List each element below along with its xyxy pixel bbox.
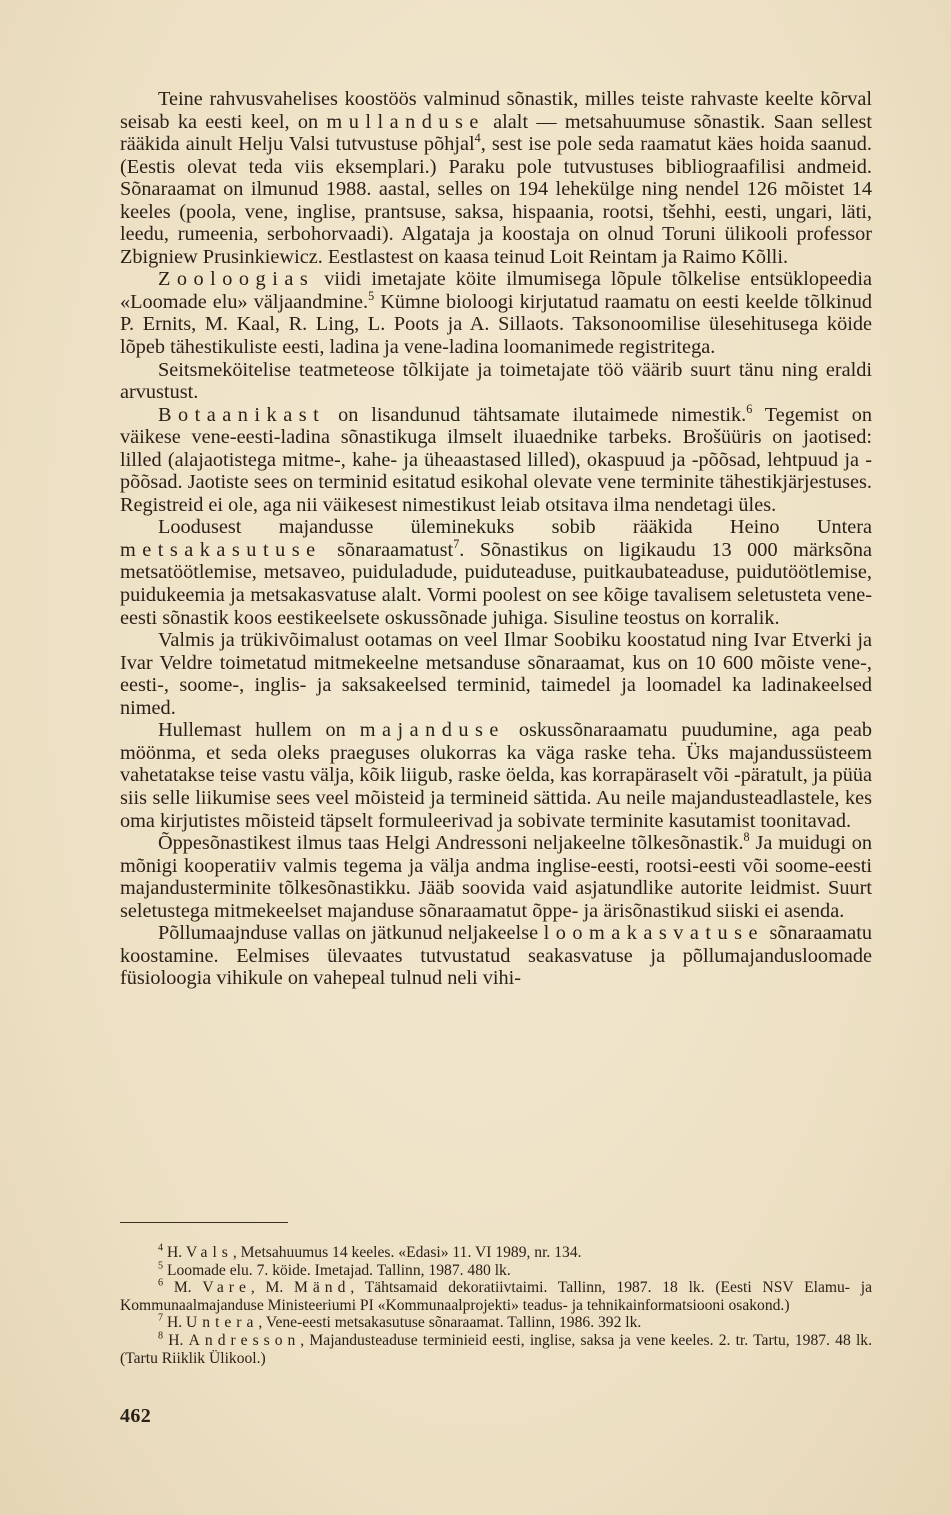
text-run: on lisandunud tähtsamate ilutaimede nimestik.	[325, 403, 747, 426]
footnote-ref: 5	[368, 289, 375, 304]
spaced-emphasis: metsakasutuse	[120, 538, 322, 561]
text-run: , Vene-eesti metsakasutuse sõnaraamat. Tallinn, 1986. 392 lk.	[258, 1314, 642, 1332]
footnote	[120, 1262, 872, 1280]
footnote-number: 4	[158, 1242, 164, 1254]
footnotes	[120, 1244, 872, 1367]
text-run: alalt — metsahuumuse sõnastik. Saan sellest rääkida ainult Helju Valsi tutvustuse põhjal	[120, 110, 872, 156]
text-run: H.	[166, 1314, 187, 1332]
text-run: H.	[168, 1331, 189, 1349]
body-text	[120, 88, 872, 990]
paragraph	[120, 629, 872, 719]
footnote-ref: 7	[453, 537, 460, 552]
paragraph	[120, 268, 872, 358]
spaced-emphasis: Mänd	[294, 1279, 351, 1297]
spaced-emphasis: Vals	[186, 1244, 233, 1261]
text-run: , Majandusteaduse terminieid eesti, inglise, saksa ja vene keeles. 2. tr. Tartu, 1987. 48 lk. (Tartu Riiklik Ülikool.)	[120, 1331, 872, 1367]
text-run: Valmis ja trükivõimalust ootamas on veel Ilmar Soobiku koostatud ning Ivar Etverki ja Ivar Veldre toimetatud mitmekeelne metsanduse sõnaraamat, kus on 10 600 mõiste vene-, eesti-, soome-, inglis- ja saksakeelsed terminid, taimedel ja loomadel ka ladinakeelsed nimed.	[120, 629, 872, 719]
paragraph	[120, 401, 873, 517]
paragraph	[120, 88, 872, 268]
footnote-number: 5	[158, 1260, 164, 1272]
spaced-emphasis: mullanduse	[326, 110, 485, 133]
spaced-emphasis: Untera	[186, 1314, 259, 1332]
text-run: sõnaraamatu koostamine. Eelmises ülevaates tutvustatud seakasvatuse ja põllumajandusloomade füsioloogia vihikule on vahepeal tulnud neli vihi-	[120, 922, 873, 990]
text-run: viidi imetajate köite ilmumisega lõpule tõlkelise entsüklopeedia «Loomade elu» väljaandmine.	[120, 268, 872, 313]
spaced-emphasis: Zooloogias	[158, 268, 315, 291]
footnote	[120, 1332, 872, 1367]
footnote-ref: 6	[746, 401, 753, 416]
paragraph	[120, 832, 872, 922]
footnote-number: 7	[158, 1312, 164, 1324]
text-run: Seitsmeköitelise teatmeteose tõlkijate ja toimetajate töö väärib suurt tänu ning eraldi arvustust.	[120, 358, 872, 404]
text-run: Loodusest majandusse üleminekuks sobib rääkida Heino Untera	[158, 516, 872, 539]
paragraph	[120, 719, 872, 832]
footnote	[120, 1279, 872, 1314]
text-run: Hullemast hullem on	[158, 719, 360, 742]
paragraph	[120, 516, 872, 629]
text-run: , sest ise pole seda raamatut käes hoida saanud. (Eestis olevat teda viis eksemplari.) Paraku pole tutvustuses bibliograafilisi andmeid. Sõnaraamat on ilmunud 1988. aastal, selles on 194 lehekülge ning nendel 126 mõistet 14 keeles (poola, vene, inglise, prantsuse, saksa, hispaania, rootsi, tšehhi, eesti, ungari, läti, leedu, rumeenia, serbohorvaadi). Algataja ja koostaja on olnud Toruni ülikooli professor Zbigniew Prusinkiewicz. Eestlastest on kaasa teinud Loit Reintam ja Raimo Kõlli.	[120, 133, 872, 268]
text-run: M.	[173, 1279, 203, 1297]
spaced-emphasis: Botaanikast	[158, 403, 326, 426]
text-run: . Sõnastikus on ligikaudu 13 000 märksõna metsatöötlemise, metsaveo, puiduladude, puiduteaduse, puitkaubateaduse, puidutöötlemise, puidukeemia ja metsakasvatuse alalt. Vormi poolest on see kõige tavalisem seletusteta vene-eesti sõnastik koos eestikeelsete oskussõnade juhiga. Sisuline teostus on korralik.	[120, 538, 872, 629]
text-run: oskussõnaraamatu puudumine, aga peab möönma, et seda oleks praeguses olukorras ka väga raske teha. Üks majandussüsteem vahetatakse teise vastu välja, kõik liigub, raske öelda, kas korrapäraselt või -päratult, ja püüa siis selle liikumise sees veel mõisteid ja termineid sättida. Au neile majandusteadlastele, kes oma kirjutistes mõisteid täpselt formuleerivad ja sobivate terminite kasutamist toonitavad.	[120, 719, 872, 832]
text-run: sõnaraamatust	[321, 538, 454, 561]
text-run: , Tähtsamaid dekoratiivtaimi. Tallinn, 1987. 18 lk. (Eesti NSV Elamu- ja Kommunaalmajanduse Ministeeriumi PI «Kommunaalprojekti» teadus- ja tehnikainformatsiooni osakond.)	[120, 1279, 872, 1314]
text-run: H.	[166, 1244, 187, 1261]
footnote-ref: 4	[474, 131, 481, 146]
page-number: 462	[120, 1405, 152, 1427]
text-run: Tegemist on väikese vene-eesti-ladina sõnastikuga ilmselt iluaednike tarbeks. Brošüüris on jaotised: lilled (alajaotistega mitme-, kahe- ja üheaastased lilled), okaspuud ja -põõsad, lehtpuud ja -põõsad. Jaotiste sees on terminid esitatud esikohal olevate vene terminite tähestikjärjestuses. Registreid ei ole, aga nii väikesest nimestikust leiab otsitava ilma nendetagi üles.	[120, 403, 873, 516]
spaced-emphasis: majanduse	[359, 719, 505, 742]
footnote-ref: 8	[743, 830, 750, 845]
text-run: Põllumaajnduse vallas on jätkunud neljakeelse	[158, 922, 544, 945]
text-run: , M.	[250, 1279, 295, 1297]
paragraph	[120, 922, 872, 990]
footnote	[120, 1244, 872, 1262]
footnote-number: 6	[158, 1277, 164, 1289]
spaced-emphasis: Andresson	[188, 1331, 301, 1349]
spaced-emphasis: loomakasvatuse	[543, 922, 765, 945]
text-run: Kümne bioloogi kirjutatud raamatu on eesti keelde tõlkinud P. Ernits, M. Kaal, R. Ling, L. Poots ja A. Sillaots. Taksonoomilise ülesehitusega köide lõpeb tähestikuliste eesti, ladina ja vene-ladina loomanimede registritega.	[120, 290, 872, 359]
text-run: , Metsahuumus 14 keeles. «Edasi» 11. VI 1989, nr. 134.	[232, 1244, 582, 1261]
footnote-number: 8	[158, 1330, 164, 1342]
text-run: Ja muidugi on mõnigi kooperatiiv valmis tegema ja välja andma inglise-eesti, rootsi-eesti või soome-eesti majandusterminite tõlkesõnastikku. Jääb soovida vaid asjatundlike autorite leidmist. Suurt seletustega mitmekeelset majanduse sõnaraamatut õppe- ja ärisõnastikud siiski ei asenda.	[120, 832, 872, 922]
footnote	[120, 1314, 872, 1332]
spaced-emphasis: Vare	[202, 1279, 251, 1297]
paragraph	[120, 359, 872, 404]
text-run: Loomade elu. 7. köide. Imetajad. Tallinn, 1987. 480 lk.	[166, 1261, 511, 1279]
footnote-divider	[120, 1222, 288, 1223]
text-run: Teine rahvusvahelises koostöös valminud sõnastik, milles teiste rahvaste keelte kõrval seisab ka eesti keel, on	[120, 88, 872, 133]
text-run: Õppesõnastikest ilmus taas Helgi Andressoni neljakeelne tõlkesõnastik.	[158, 832, 744, 855]
